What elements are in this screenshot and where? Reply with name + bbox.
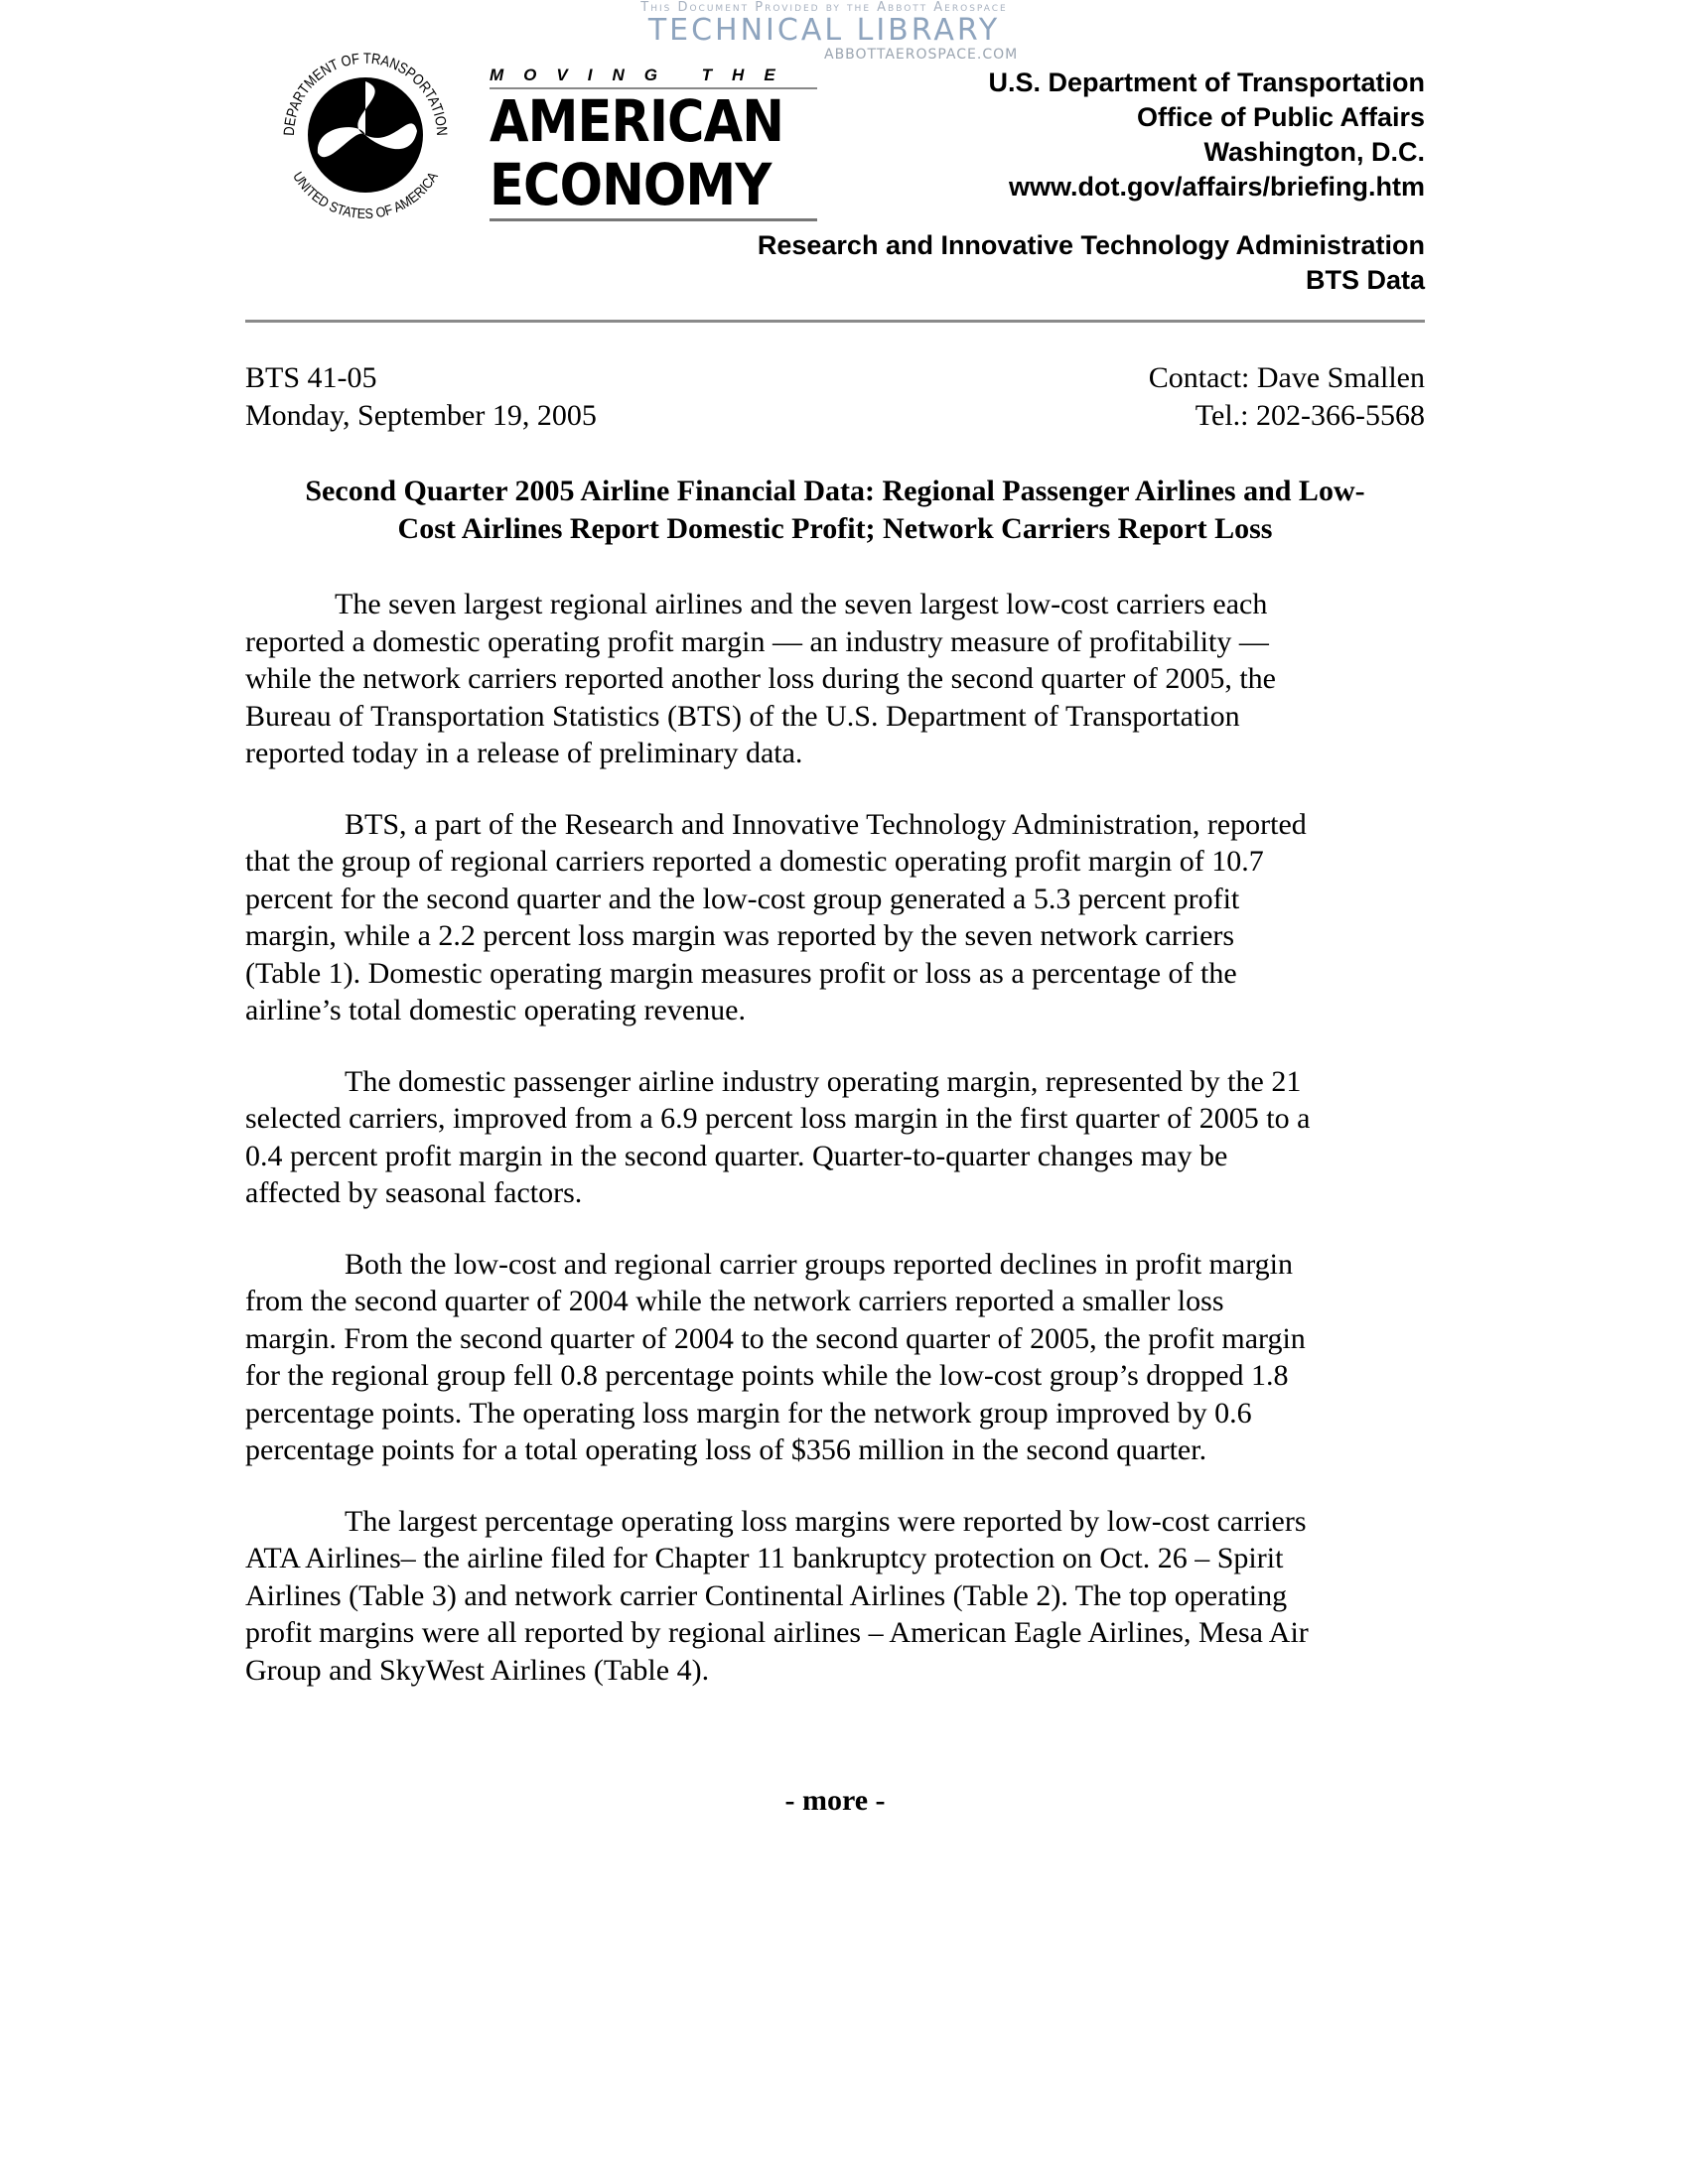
contact-info bbox=[1149, 359, 1425, 434]
paragraph-line: while the network carriers reported another loss during the second quarter of 2005, the bbox=[245, 662, 1276, 695]
slogan-american: AMERICAN bbox=[490, 87, 784, 155]
paragraph-line: margin, while a 2.2 percent loss margin was reported by the seven network carriers bbox=[245, 919, 1235, 952]
paragraph-line: Both the low-cost and regional carrier groups reported declines in profit margin bbox=[345, 1247, 1293, 1281]
paragraph-line: The domestic passenger airline industry operating margin, represented by the 21 bbox=[345, 1064, 1302, 1098]
slogan-economy: ECONOMY bbox=[490, 151, 772, 218]
watermark-technical-library: TECHNICAL LIBRARY bbox=[647, 13, 1001, 48]
page-title bbox=[245, 473, 1425, 547]
header-url: www.dot.gov/affairs/briefing.htm bbox=[1008, 172, 1425, 202]
header-agency bbox=[758, 228, 1425, 298]
release-date: Monday, September 19, 2005 bbox=[245, 398, 597, 432]
paragraph-line: profit margins were all reported by regional airlines – American Eagle Airlines, Mesa Air bbox=[245, 1616, 1309, 1649]
paragraph-line: margin. From the second quarter of 2004 to the second quarter of 2005, the profit margin bbox=[245, 1321, 1306, 1355]
paragraph-line: from the second quarter of 2004 while the network carriers reported a smaller loss bbox=[245, 1285, 1224, 1317]
article-body bbox=[245, 586, 1437, 1722]
paragraph bbox=[245, 1063, 1437, 1212]
seal-text-top: DEPARTMENT OF TRANSPORTATION bbox=[280, 50, 451, 138]
dot-seal-logo bbox=[266, 36, 465, 234]
paragraph-line: reported today in a release of preliminary data. bbox=[245, 737, 803, 769]
contact-tel: Tel.: 202-366-5568 bbox=[1195, 398, 1425, 432]
paragraph-line: reported a domestic operating profit margin — an industry measure of profitability — bbox=[245, 624, 1269, 658]
paragraph bbox=[245, 806, 1437, 1029]
paragraph bbox=[245, 1246, 1437, 1469]
paragraph-line: (Table 1). Domestic operating margin measures profit or loss as a percentage of the bbox=[245, 956, 1237, 990]
paragraph-line: The largest percentage operating loss margins were reported by low-cost carriers bbox=[345, 1504, 1307, 1538]
header-city: Washington, D.C. bbox=[1203, 137, 1425, 167]
paragraph-line: percentage points for a total operating loss of $356 million in the second quarter. bbox=[245, 1433, 1207, 1466]
slogan-rule bbox=[490, 218, 817, 221]
paragraph-line: Airlines (Table 3) and network carrier Continental Airlines (Table 2). The top operating bbox=[245, 1578, 1288, 1612]
watermark-provided-by: This Document Provided by the Abbott Aerospace bbox=[640, 0, 1008, 15]
paragraph-line: 0.4 percent profit margin in the second quarter. Quarter-to-quarter changes may be bbox=[245, 1139, 1228, 1172]
header-office bbox=[988, 66, 1425, 205]
paragraph-line: affected by seasonal factors. bbox=[245, 1176, 583, 1209]
paragraph-line: ATA Airlines– the airline filed for Chapter 11 bankruptcy protection on Oct. 26 – Spirit bbox=[245, 1542, 1284, 1574]
paragraph-line: The seven largest regional airlines and the seven largest low-cost carriers each bbox=[335, 588, 1268, 620]
header-agency-name: Research and Innovative Technology Administration bbox=[757, 230, 1425, 260]
more-indicator: - more - bbox=[784, 1784, 886, 1817]
title-line: Second Quarter 2005 Airline Financial Data: Regional Passenger Airlines and Low- bbox=[305, 475, 1365, 507]
paragraph bbox=[245, 1503, 1437, 1690]
paragraph-line: Group and SkyWest Airlines (Table 4). bbox=[245, 1653, 710, 1687]
paragraph-line: that the group of regional carriers reported a domestic operating profit margin of 10.7 bbox=[245, 845, 1264, 878]
header-office-name: Office of Public Affairs bbox=[1136, 102, 1425, 132]
moving-american-economy-logo bbox=[490, 66, 817, 221]
seal-text-bottom: UNITED STATES OF AMERICA bbox=[290, 168, 442, 222]
paragraph-line: percent for the second quarter and the low-cost group generated a 5.3 percent profit bbox=[245, 882, 1240, 915]
paragraph-line: Bureau of Transportation Statistics (BTS) of the U.S. Department of Transportation bbox=[245, 699, 1240, 733]
watermark-url: ABBOTTAEROSPACE.COM bbox=[824, 47, 1019, 63]
release-info bbox=[245, 359, 597, 434]
paragraph-line: for the regional group fell 0.8 percentage points while the low-cost group’s dropped 1.8 bbox=[245, 1359, 1289, 1392]
paragraph-line: selected carriers, improved from a 6.9 percent loss margin in the first quarter of 2005 to a bbox=[245, 1102, 1311, 1135]
title-line: Cost Airlines Report Domestic Profit; Network Carriers Report Loss bbox=[397, 511, 1273, 545]
slogan-moving: MOVING THE bbox=[490, 66, 817, 89]
paragraph-line: percentage points. The operating loss margin for the network group improved by 0.6 bbox=[245, 1396, 1252, 1430]
contact-name: Contact: Dave Smallen bbox=[1148, 361, 1425, 394]
release-number: BTS 41-05 bbox=[245, 361, 377, 394]
paragraph-line: BTS, a part of the Research and Innovative Technology Administration, reported bbox=[345, 807, 1307, 841]
header-department: U.S. Department of Transportation bbox=[988, 68, 1425, 97]
header-bts-data: BTS Data bbox=[1305, 265, 1425, 295]
paragraph bbox=[245, 586, 1437, 772]
paragraph-line: airline’s total domestic operating revenue. bbox=[245, 994, 746, 1026]
header-divider bbox=[245, 320, 1425, 323]
